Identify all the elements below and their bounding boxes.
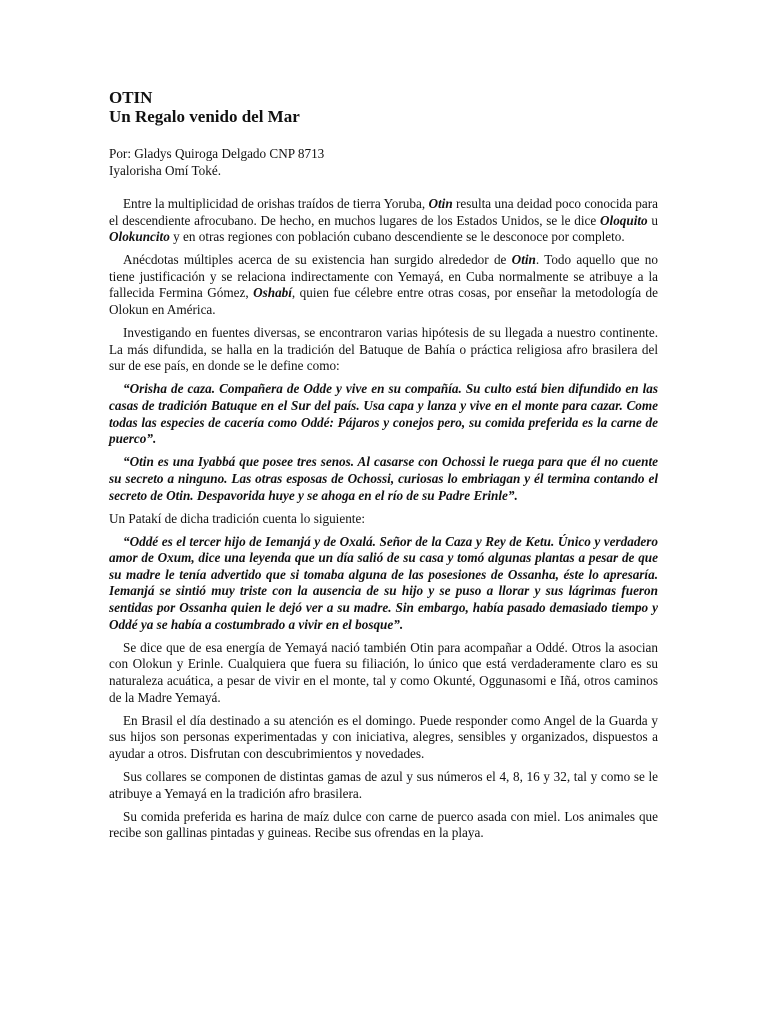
paragraph-1-text-e: u: [647, 212, 659, 228]
paragraph-7: Sus collares se componen de distintas gamas de azul y sus números el 4, 8, 16 y 32, tal y como se le atribuye a Yemayá en la tradición afro brasilera.: [109, 768, 658, 801]
document-page: [109, 88, 658, 848]
paragraph-1-text-g: y en otras regiones con población cubano descendiente se le desconoce por completo.: [169, 229, 625, 245]
author-line: Por: Gladys Quiroga Delgado CNP 8713: [109, 146, 325, 161]
paragraph-2-text-e: , quien fue célebre entre otras cosas, por enseñar la metodología de Olokun en América.: [109, 285, 658, 318]
document-title: OTIN: [109, 88, 153, 107]
paragraph-6: En Brasil el día destinado a su atención es el domingo. Puede responder como Angel de la Guarda y sus hijos son personas experimentadas y con iniciativa, alegres, sensibles y organizados, dispuestos a ayudar a otros. Disfrutan con descubrimientos y novedades.: [109, 712, 658, 761]
emphasis-oshabi: Oshabí: [253, 285, 292, 301]
document-subtitle: Un Regalo venido del Mar: [109, 107, 300, 126]
emphasis-otin: Otin: [428, 196, 453, 211]
quote-1: “Orisha de caza. Compañera de Odde y vive en su compañía. Su culto está bien difundido en las casas de tradición Batuque en el Sur del país. Usa capa y lanza y vive en el monte para cazar. Come todas las especies de cacería como Oddé: Pájaros y conejos pero, su comida preferida es la carne de puerco”.: [109, 381, 658, 447]
paragraph-2: [109, 252, 658, 318]
quote-2: “Otin es una Iyabbá que posee tres senos. Al casarse con Ochossi le ruega para que él no cuente su secreto a ninguno. Las otras esposas de Ochossi, curiosas lo embriagan y él termina contando el secreto de Otin. Despavorida huye y se ahoga en el río de su Padre Erinle”.: [109, 454, 658, 503]
paragraph-2-text-c: . Todo aquello que no tiene justificación y se relaciona indirectamente con Yemayá, en Cuba normalmente se atribuye a la fallecida Fermina Gómez,: [109, 252, 658, 301]
emphasis-oloquito: Oloquito: [600, 212, 648, 228]
paragraph-3: Investigando en fuentes diversas, se encontraron varias hipótesis de su llegada a nuestro continente. La más difundida, se halla en la tradición del Batuque de Bahía o práctica religiosa afro brasilera del sur de ese país, en donde se le define como:: [109, 325, 658, 374]
paragraph-2-text-a: Anécdotas múltiples acerca de su existencia han surgido alrededor de: [123, 252, 512, 268]
emphasis-olokuncito: Olokuncito: [109, 229, 170, 245]
paragraph-4: Un Patakí de dicha tradición cuenta lo siguiente:: [109, 510, 365, 526]
paragraph-5: Se dice que de esa energía de Yemayá nació también Otin para acompañar a Oddé. Otros la asocian con Olokun y Erinle. Cualquiera que fuera su filiación, lo único que está verdaderamente claro es su naturaleza acuática, a pesar de vivir en el monte, tal y como Okunté, Oggunasomi e Iñá, otros caminos de la Madre Yemayá.: [109, 639, 658, 705]
quote-3: “Oddé es el tercer hijo de Iemanjá y de Oxalá. Señor de la Caza y Rey de Ketu. Único y verdadero amor de Oxum, dice una leyenda que un día salió de su casa y tomó algunas plantas a pesar de que su madre le tenía advertido que si tomaba alguna de las posesiones de Ossanha, éste lo apresaría. Iemanjá se sintió muy triste con la ausencia de su hijo y se puso a llorar y sus lágrimas fueron sentidas por Ossanha quien le dejó ver a su madre. Sin embargo, había pasado demasiado tiempo y Oddé ya se había a costumbrado a vivir en el bosque”.: [109, 533, 658, 632]
paragraph-1: [109, 196, 658, 246]
paragraph-8: Su comida preferida es harina de maíz dulce con carne de puerco asada con miel. Los animales que recibe son gallinas pintadas y guineas. Recibe sus ofrendas en la playa.: [109, 808, 658, 841]
paragraph-1-text-a: Entre la multiplicidad de orishas traídos de tierra Yoruba,: [123, 196, 429, 211]
author-block: [109, 146, 658, 179]
emphasis-otin-2: Otin: [511, 252, 536, 268]
paragraph-1-text-c: resulta una deidad poco conocida para el descendiente afrocubano. De hecho, en muchos lugares de los Estados Unidos, se le dice: [109, 196, 658, 228]
author-title: Iyalorisha Omí Toké.: [109, 162, 222, 178]
